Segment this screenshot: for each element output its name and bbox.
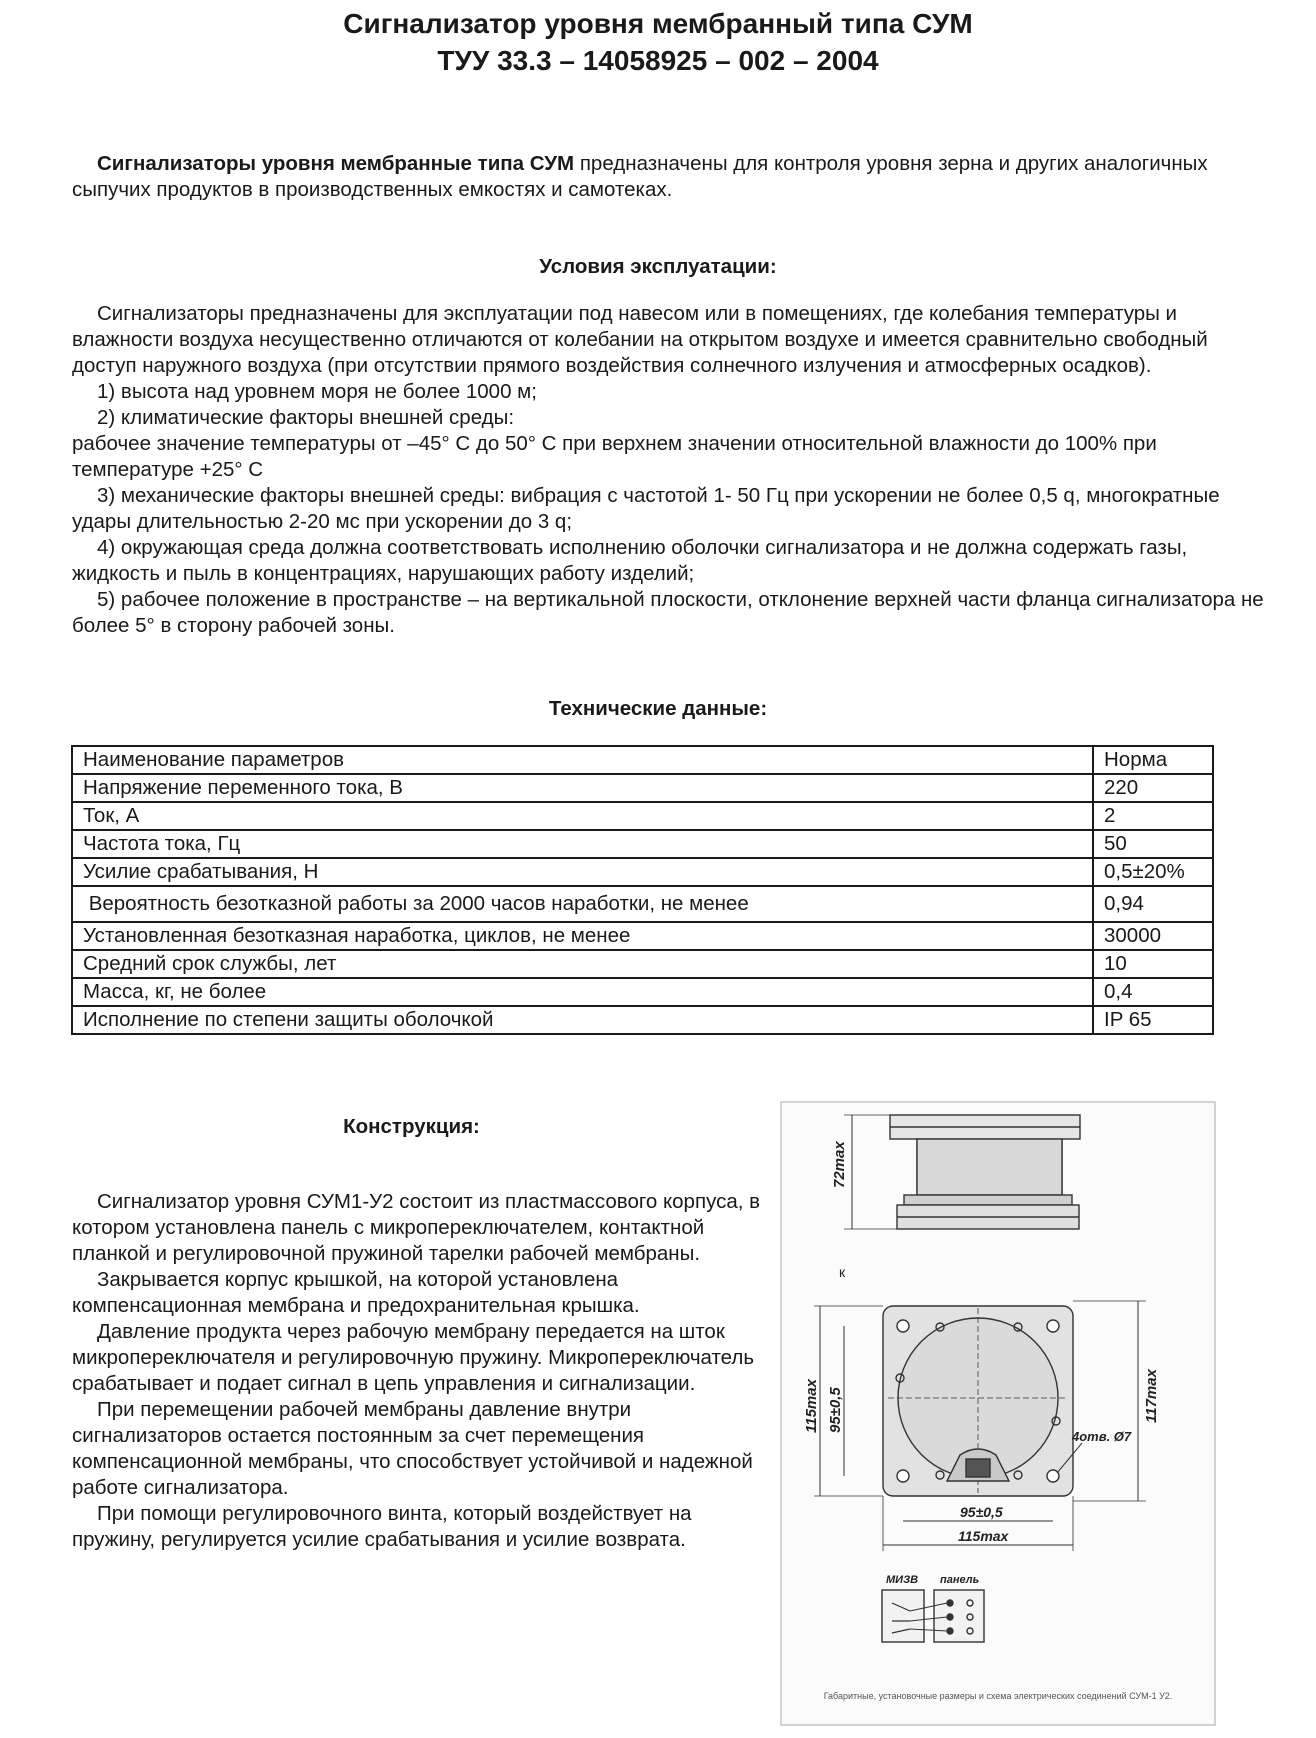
- holes-label: 4отв. Ø7: [1072, 1429, 1132, 1444]
- conditions-paragraph: Сигнализаторы предназначены для эксплуатации под навесом или в помещениях, где колебания температуры и влажности воздуха несущественно отличаются от колебании на открытом воздухе и имеется сравнительно свободный доступ наружного воздуха (при отсутствии прямого воздействия солнечного излучения и атмосферных осадков).: [72, 302, 1208, 377]
- table-cell: Установленная безотказная наработка, циклов, не менее: [72, 922, 1093, 950]
- technical-drawing: [780, 1101, 1216, 1726]
- table-cell: Норма: [1093, 746, 1213, 774]
- scheme-right-label: панель: [940, 1574, 980, 1586]
- condition-item-mechanical: 3) механические факторы внешней среды: вибрация с частотой 1- 50 Гц при ускорении не более 0,5 q, многократные удары длительностью 2-20 мс при ускорении до 3 q;: [72, 484, 1220, 533]
- table-cell: Ток, А: [72, 802, 1093, 830]
- intro-text: предназначены для контроля уровня зерна и других аналогичных сыпучих продуктов в производственных емкостях и самотеках.: [72, 152, 1208, 201]
- table-cell: 0,4: [1093, 978, 1213, 1006]
- table-row: [72, 922, 1213, 950]
- construction-paragraph: Сигнализатор уровня СУМ1-У2 состоит из пластмассового корпуса, в котором установлена панель с микропереключателем, контактной планкой и регулировочной пружиной тарелки рабочей мембраны.: [72, 1190, 761, 1265]
- condition-item-altitude: 1) высота над уровнем моря не более 1000 м;: [97, 380, 537, 403]
- wiring-scheme: [882, 1574, 984, 1642]
- table-row: [72, 858, 1213, 886]
- dim-right-117: 117max: [1143, 1369, 1160, 1423]
- table-row: [72, 950, 1213, 978]
- table-cell: Вероятность безотказной работы за 2000 часов наработки, не менее: [72, 886, 1093, 922]
- conditions-heading: Условия эксплуатации:: [539, 255, 777, 278]
- construction-heading: Конструкция:: [343, 1115, 480, 1138]
- construction-paragraph: Закрывается корпус крышкой, на которой установлена компенсационная мембрана и предохранительная крышка.: [72, 1268, 640, 1317]
- table-cell: Усилие срабатывания, Н: [72, 858, 1093, 886]
- table-cell: 220: [1093, 774, 1213, 802]
- dim-bottom-inner: 95±0,5: [960, 1504, 1003, 1520]
- table-row: [72, 830, 1213, 858]
- table-cell: 0,94: [1093, 886, 1213, 922]
- condition-item-environment: 4) окружающая среда должна соответствовать исполнению оболочки сигнализатора и не должна содержать газы, жидкость и пыль в концентрациях, нарушающих работу изделий;: [72, 536, 1188, 585]
- side-view: [831, 1115, 1080, 1229]
- table-cell: Средний срок службы, лет: [72, 950, 1093, 978]
- drawing-caption: Габаритные, установочные размеры и схема электрических соединений СУМ-1 У2.: [823, 1691, 1173, 1701]
- table-cell: Наименование параметров: [72, 746, 1093, 774]
- scheme-left-label: МИЗВ: [886, 1574, 919, 1586]
- table-header-row: [72, 746, 1213, 774]
- table-cell: Напряжение переменного тока, В: [72, 774, 1093, 802]
- mount-hole-icon: [897, 1470, 909, 1482]
- table-row: [72, 886, 1213, 922]
- table-cell: Масса, кг, не более: [72, 978, 1093, 1006]
- mount-hole-icon: [1047, 1320, 1059, 1332]
- dim-inner-95: 95±0,5: [827, 1387, 844, 1433]
- dim-outer-115: 115max: [803, 1379, 820, 1433]
- doc-title: Сигнализатор уровня мембранный типа СУМ: [343, 8, 973, 39]
- dim-height-72: 72max: [831, 1141, 848, 1188]
- table-cell: IP 65: [1093, 1006, 1213, 1034]
- doc-spec-number: ТУУ 33.3 – 14058925 – 002 – 2004: [437, 45, 879, 76]
- table-row: [72, 978, 1213, 1006]
- condition-item-temperature: рабочее значение температуры от –45° С до 50° С при верхнем значении относительной влажности до 100% при температуре +25° С: [72, 432, 1157, 481]
- table-cell: 0,5±20%: [1093, 858, 1213, 886]
- construction-paragraph: При помощи регулировочного винта, который воздействует на пружину, регулируется усилие срабатывания и усилие возврата.: [72, 1502, 692, 1551]
- intro-bold: Сигнализаторы уровня мембранные типа СУМ: [97, 152, 575, 175]
- table-row: [72, 802, 1213, 830]
- tech-heading: Технические данные:: [548, 697, 768, 720]
- conditions-section: [72, 301, 1272, 639]
- construction-paragraph: При перемещении рабочей мембраны давление внутри сигнализаторов остается постоянным за счет перемещения компенсационной мембраны, что способствует устойчивой и надежной работе сигнализатора.: [72, 1398, 753, 1499]
- front-view: [803, 1301, 1160, 1551]
- table-cell: 10: [1093, 950, 1213, 978]
- table-cell: Частота тока, Гц: [72, 830, 1093, 858]
- table-cell: 30000: [1093, 922, 1213, 950]
- dim-bottom-outer: 115max: [958, 1528, 1009, 1544]
- tech-table: [71, 745, 1214, 1035]
- table-row: [72, 774, 1213, 802]
- construction-paragraph: Давление продукта через рабочую мембрану передается на шток микропереключателя и регулировочную пружину. Микропереключатель срабатывает и подает сигнал в цепь управления и сигнализации.: [72, 1320, 755, 1395]
- table-row: [72, 1006, 1213, 1034]
- table-cell: Исполнение по степени защиты оболочкой: [72, 1006, 1093, 1034]
- condition-item-position: 5) рабочее положение в пространстве – на вертикальной плоскости, отклонение верхней части фланца сигнализатора не более 5° в сторону рабочей зоны.: [72, 588, 1264, 637]
- table-cell: 2: [1093, 802, 1213, 830]
- mount-hole-icon: [897, 1320, 909, 1332]
- drawing-svg: [782, 1103, 1214, 1724]
- stray-mark: к: [839, 1264, 846, 1280]
- construction-section: [72, 1189, 772, 1553]
- table-cell: 50: [1093, 830, 1213, 858]
- condition-item-climate: 2) климатические факторы внешней среды:: [97, 406, 515, 429]
- intro-paragraph: [72, 151, 1272, 203]
- mount-hole-icon: [1047, 1470, 1059, 1482]
